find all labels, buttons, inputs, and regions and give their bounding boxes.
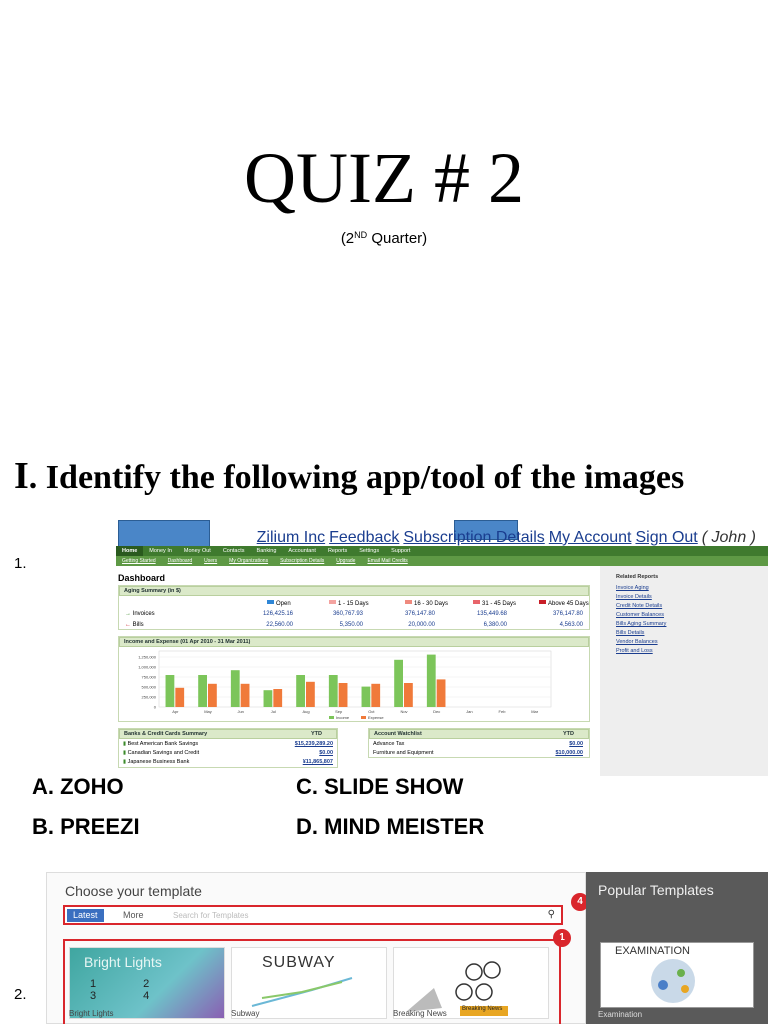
template-tile: Bright Lights 1 2 3 4	[69, 947, 225, 1019]
x-tick-label: Feb	[498, 709, 506, 714]
legend-swatch	[473, 600, 480, 604]
template-tile: Breaking News	[393, 947, 549, 1019]
subnav-item: Upgrade	[336, 558, 356, 564]
top-link: My Account	[548, 529, 632, 546]
y-tick-label: 250,000	[141, 694, 156, 700]
nav-item: Contacts	[222, 548, 245, 554]
aging-summary	[118, 585, 590, 630]
y-tick-label: 0	[153, 704, 156, 710]
top-link: Feedback	[329, 529, 400, 546]
aging-cell: 22,560.00	[266, 622, 293, 628]
bar-expense	[241, 684, 250, 707]
aging-cell: 5,350.00	[339, 622, 363, 628]
bank-row: ▮ Canadian Savings and Credit $0.00	[123, 750, 333, 756]
bar-expense	[208, 684, 217, 707]
banks-header: Banks & Credit Cards Summary YTD	[119, 729, 337, 739]
x-tick-label: Oct	[368, 709, 375, 714]
x-tick-label: Jun	[237, 709, 244, 714]
nav-home: Home	[116, 546, 143, 556]
aging-row-bills: ← Bills 22,560.00 5,350.00 20,000.00 6,380.00 4,563.00	[125, 622, 583, 628]
top-links	[257, 529, 756, 547]
legend-swatch	[267, 600, 274, 604]
x-tick-label: Dec	[433, 709, 441, 714]
sub-nav	[116, 556, 768, 566]
bar-income	[427, 655, 436, 707]
popular-templates	[586, 872, 768, 1024]
bar-expense	[175, 688, 184, 707]
x-tick-label: Aug	[302, 709, 310, 714]
search-icon: ⚲	[547, 909, 555, 920]
bar-expense	[437, 679, 446, 707]
aging-cell: 126,425.16	[262, 611, 293, 617]
tile-caption: Breaking News	[393, 1009, 447, 1018]
bar-expense	[306, 682, 315, 707]
x-tick-label: Jan	[466, 709, 473, 714]
bank-row: ▮ Japanese Business Bank ¥11,865,807	[123, 759, 333, 765]
bar-income	[296, 675, 305, 707]
bar-income	[166, 675, 175, 707]
top-link: Subscription Details	[403, 529, 545, 546]
option-b: B. PREEZI	[32, 814, 140, 839]
nav-item: Support	[391, 548, 411, 554]
bar-income	[231, 670, 240, 707]
income-header: Income and Expense (01 Apr 2010 - 31 Mar 2011)	[119, 637, 589, 647]
banks-summary	[118, 728, 338, 768]
bar-income	[198, 675, 207, 707]
popular-heading: Popular Templates	[598, 882, 714, 898]
legend-swatch	[539, 600, 546, 604]
x-tick-label: Apr	[172, 709, 179, 714]
aging-cell: 20,000.00	[408, 622, 435, 628]
item-number-1: 1.	[14, 555, 27, 572]
related-report-link: Credit Note Details	[616, 603, 663, 609]
legend-swatch	[361, 716, 366, 719]
bar-income	[394, 660, 403, 707]
item-number-2: 2.	[14, 986, 27, 1003]
plot-frame	[159, 651, 551, 707]
screenshot-2	[46, 872, 768, 1024]
related-report-link: Invoice Details	[616, 594, 652, 600]
related-report-link: Customer Balances	[616, 612, 664, 618]
tab-latest: Latest	[67, 909, 104, 922]
option-c: C. SLIDE SHOW	[296, 774, 464, 799]
income-expense-chart	[119, 637, 591, 723]
top-link: Sign Out	[635, 529, 698, 546]
subnav-item: Subscription Details	[280, 558, 325, 564]
section-heading: I. Identify the following app/tool of the images	[14, 455, 685, 497]
related-report-link: Vendor Balances	[616, 639, 658, 645]
option-a: A. ZOHO	[32, 774, 124, 799]
top-link: Zilium Inc	[256, 529, 326, 546]
popular-caption: Examination	[598, 1010, 643, 1019]
nav-item: Money In	[149, 548, 172, 554]
aging-header: Aging Summary (in $)	[119, 586, 589, 596]
aging-cell: 6,380.00	[483, 622, 507, 628]
examination-diagram-icon	[601, 943, 755, 1009]
x-tick-label: Nov	[400, 709, 408, 714]
aging-cell: 135,449.68	[476, 611, 507, 617]
aging-cell: 376,147.80	[552, 611, 583, 617]
bar-income	[329, 675, 338, 707]
x-tick-label: Sep	[335, 709, 343, 714]
y-tick-label: 1,250,000	[138, 654, 156, 660]
watchlist-header: Account Watchlist YTD	[369, 729, 589, 739]
option-d: D. MIND MEISTER	[296, 814, 485, 839]
step-badge-4: 4	[571, 893, 589, 911]
aging-cell: 360,767.93	[332, 611, 363, 617]
template-chooser	[46, 872, 586, 1024]
legend-swatch	[405, 600, 412, 604]
subnav-item: Getting Started	[122, 558, 156, 564]
template-tile: SUBWAY	[231, 947, 387, 1019]
redaction-box-left	[118, 520, 210, 547]
related-report-link: Bills Aging Summary	[616, 621, 667, 627]
popular-template-card: EXAMINATION	[600, 942, 754, 1008]
chooser-heading: Choose your template	[65, 883, 202, 899]
bar-expense	[339, 683, 348, 707]
legend-label: Income	[336, 715, 350, 720]
aging-cell: 376,147.80	[404, 611, 435, 617]
subnav-item: My Organizations	[229, 558, 269, 564]
step-badge-1: 1	[553, 929, 571, 947]
main-nav	[116, 546, 768, 556]
tile-caption: Bright Lights	[69, 1009, 114, 1018]
quarter-subtitle: (2ND Quarter)	[340, 230, 428, 247]
dashboard-title: Dashboard	[118, 573, 166, 583]
bar-expense	[273, 689, 282, 707]
search-placeholder: Search for Templates	[173, 911, 249, 920]
quiz-title: QUIZ # 2	[244, 138, 524, 218]
subnav-item: Email Mail Credits	[367, 558, 408, 564]
related-report-link: Bills Details	[616, 630, 645, 636]
tile-caption: Subway	[231, 1009, 260, 1018]
tile-numbers: 1 2 3 4	[90, 978, 172, 1002]
legend-label: Expense	[368, 715, 384, 720]
template-tiles	[63, 939, 561, 1024]
nav-item: Reports	[327, 548, 348, 554]
aging-columns: Open 1 - 15 Days 16 - 30 Days 31 - 45 Days Above 45 Days	[119, 599, 591, 609]
bar-income	[264, 690, 273, 707]
subnav-item: Dashboard	[167, 558, 193, 564]
nav-item: Money Out	[183, 548, 211, 554]
y-tick-label: 750,000	[141, 674, 156, 680]
nav-item: Banking	[256, 548, 277, 554]
related-report-link: Invoice Aging	[616, 585, 649, 591]
top-link: ( John )	[701, 529, 756, 546]
x-tick-label: Jul	[270, 709, 276, 714]
bar-expense	[371, 684, 380, 707]
tab-more: More	[123, 910, 144, 920]
aging-cell: 4,563.00	[559, 622, 583, 628]
subnav-item: Users	[204, 558, 218, 564]
nav-item: Accountant	[288, 548, 316, 554]
related-report-link: Profit and Loss	[616, 648, 653, 654]
bank-row: ▮ Best American Bank Savings $15,239,289.20	[123, 741, 333, 747]
y-tick-label: 1,000,000	[138, 664, 156, 670]
account-watchlist	[368, 728, 590, 758]
x-tick-label: May	[204, 709, 212, 714]
bar-expense	[404, 683, 413, 707]
aging-row-invoices: → Invoices 126,425.16 360,767.93 376,147.80 135,449.68 376,147.80	[125, 611, 583, 617]
watch-row: Advance Tax $0.00	[373, 741, 583, 747]
related-reports	[600, 566, 768, 776]
legend-swatch	[329, 716, 334, 719]
related-header: Related Reports	[616, 574, 659, 580]
legend-swatch	[329, 600, 336, 604]
template-search-bar	[63, 905, 563, 925]
nav-item: Settings	[359, 548, 380, 554]
bar-income	[362, 687, 371, 707]
income-expense-panel	[118, 636, 590, 722]
x-tick-label: Mar	[531, 709, 539, 714]
watch-row: Furniture and Equipment $10,000.00	[373, 750, 583, 756]
y-tick-label: 500,000	[141, 684, 156, 690]
screenshot-1	[102, 518, 768, 776]
